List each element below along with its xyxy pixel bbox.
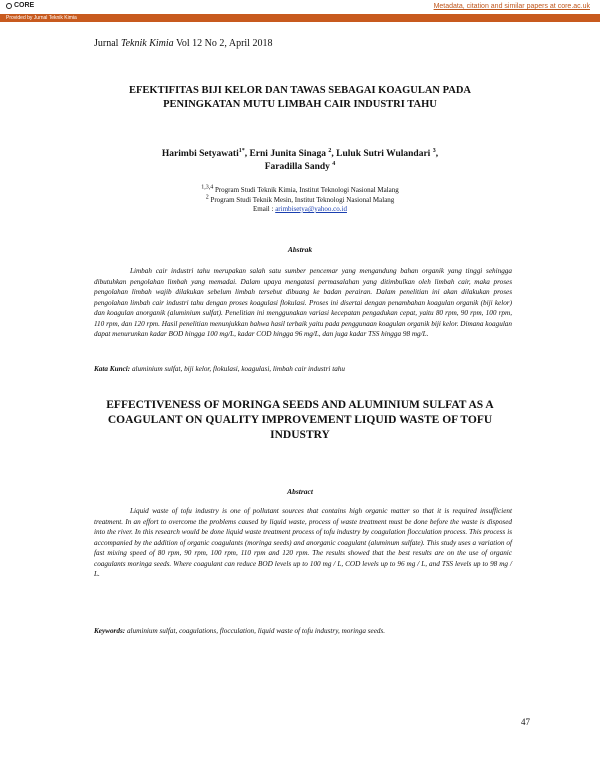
journal-prefix: Jurnal (94, 38, 121, 49)
core-banner (0, 0, 600, 14)
email-line (120, 205, 480, 215)
provided-by-text: Provided by Jurnal Teknik Kimia (6, 15, 77, 21)
affiliation-text: Program Studi Teknik Mesin, Institut Teknologi Nasional Malang (210, 195, 395, 204)
affiliation-text: Program Studi Teknik Kimia, Institut Teknologi Nasional Malang (214, 186, 399, 194)
affiliations (120, 186, 480, 215)
journal-name: Teknik Kimia (120, 38, 174, 49)
page-number: 47 (521, 717, 530, 727)
kata-kunci-label: Kata Kunci: (94, 365, 131, 373)
keywords-value: aluminium sulfat, coagulations, flocculation, liquid waste of tofu industry, moringa seeds. (125, 627, 386, 635)
kata-kunci (94, 364, 512, 374)
author-name: Harimbi Setyawati (161, 149, 239, 159)
abstract-body: Liquid waste of tofu industry is one of pollutant sources that contains high organic matter so that it is required insufficient treatment. In an effort to overcome the problems caused by liquid waste, process of waste treatment must be done before the waste is disposed into the river. In this research would be done liquid waste treatment process of tofu industry by coagulation flocculation process. This process is accompanied by the addition of organic coagulants (moringa seeds) and anorganic coagulant (aluminum sulfate). This study uses a variation of fast mixing speed of 80 rpm, 90 rpm, 100 rpm, 110 rpm and 120 rpm. The results showed that the best results are on the use of organic coagulants moringa seeds. Where coagulant can reduce BOD levels up to 100 mg / L, COD levels up to 96 mg / L, and TSS levels up to 98 mg / L. (94, 507, 512, 578)
author-name: Luluk Sutri Wulandari (336, 149, 431, 159)
provided-by-bar (0, 14, 600, 22)
keywords (94, 626, 512, 636)
paper-title-english: EFFECTIVENESS OF MORINGA SEEDS AND ALUMINIUM SULFAT AS A COAGULANT ON QUALITY IMPROVEMENT LIQUID WASTE OF TOFU INDUSTRY (106, 399, 494, 441)
affiliation-line (120, 186, 480, 196)
keywords-label: Keywords: (94, 627, 126, 635)
abstrak-heading: Abstrak (287, 245, 313, 254)
author-affiliation-mark: 1* (238, 147, 245, 154)
paper-title-indonesian: EFEKTIFITAS BIJI KELOR DAN TAWAS SEBAGAI KOAGULAN PADA PENINGKATAN MUTU LIMBAH CAIR INDUSTRI TAHU (129, 85, 471, 110)
metadata-link[interactable]: Metadata, citation and similar papers at core.ac.uk (433, 3, 590, 10)
email-label: Email : (253, 205, 276, 213)
affiliation-mark: 2 (205, 194, 209, 201)
core-logo-text: CORE (14, 2, 35, 9)
core-logo[interactable] (6, 2, 34, 9)
abstract-heading: Abstract (287, 487, 313, 496)
core-logo-icon (6, 3, 12, 9)
affiliation-mark: 1,3,4 (201, 184, 214, 191)
author-affiliation-mark: 2 (328, 147, 332, 154)
author-name: Erni Junita Sinaga (249, 149, 327, 159)
author-list: Harimbi Setyawati$^{1*}$, Erni Junita Sinaga $^2$, Luluk Sutri Wulandari $^3$, Faradilla Sandy $^4$ (161, 147, 439, 172)
author-name: Faradilla Sandy (264, 162, 330, 172)
author-affiliation-mark: 4 (332, 160, 336, 167)
affiliation-line (120, 196, 480, 206)
author-affiliation-mark: 3 (432, 147, 436, 154)
kata-kunci-value: aluminium sulfat, biji kelor, flokulasi, koagulasi, limbah cair industri tahu (130, 365, 345, 373)
journal-volume: Vol 12 No 2, April 2018 (173, 38, 273, 49)
email-link[interactable]: arimbisetya@yahoo.co.id (275, 205, 347, 213)
abstrak-body: Limbah cair industri tahu merupakan salah satu sumber pencemar yang mengandung bahan organik yang tinggi sehingga dibutuhkan pengolahan limbah yang memadai. Dalam upaya mengatasi permasalahan yang ditimbulkan oleh limbah cair, maka proses pengolahan limbah wajib dilakukan sebelum limbah tersebut dibuang ke badan perairan. Dalam penelitian ini akan dilakukan proses pengolahan limbah cair industri tahu dengan proses koagulasi flokulasi. Proses ini disertai dengan penambahan koagulan organik (biji kelor) dan koagulan anorganik (aluminium sulfat). Penelitian ini menggunakan variasi kecepatan pengadukan cepat, yaitu 80 rpm, 90 rpm, 100 rpm, 110 rpm, dan 120 rpm. Hasil penelitian menunjukkan bahwa hasil terbaik yaitu pada penggunaan koagulan organik biji kelor. Dimana koagulan dapat menurunkan kadar BOD hingga 100 mg/L, kadar COD hingga 96 mg/L, dan juga kadar TSS hingga 98 mg/L. (94, 267, 512, 338)
journal-header (94, 38, 272, 49)
